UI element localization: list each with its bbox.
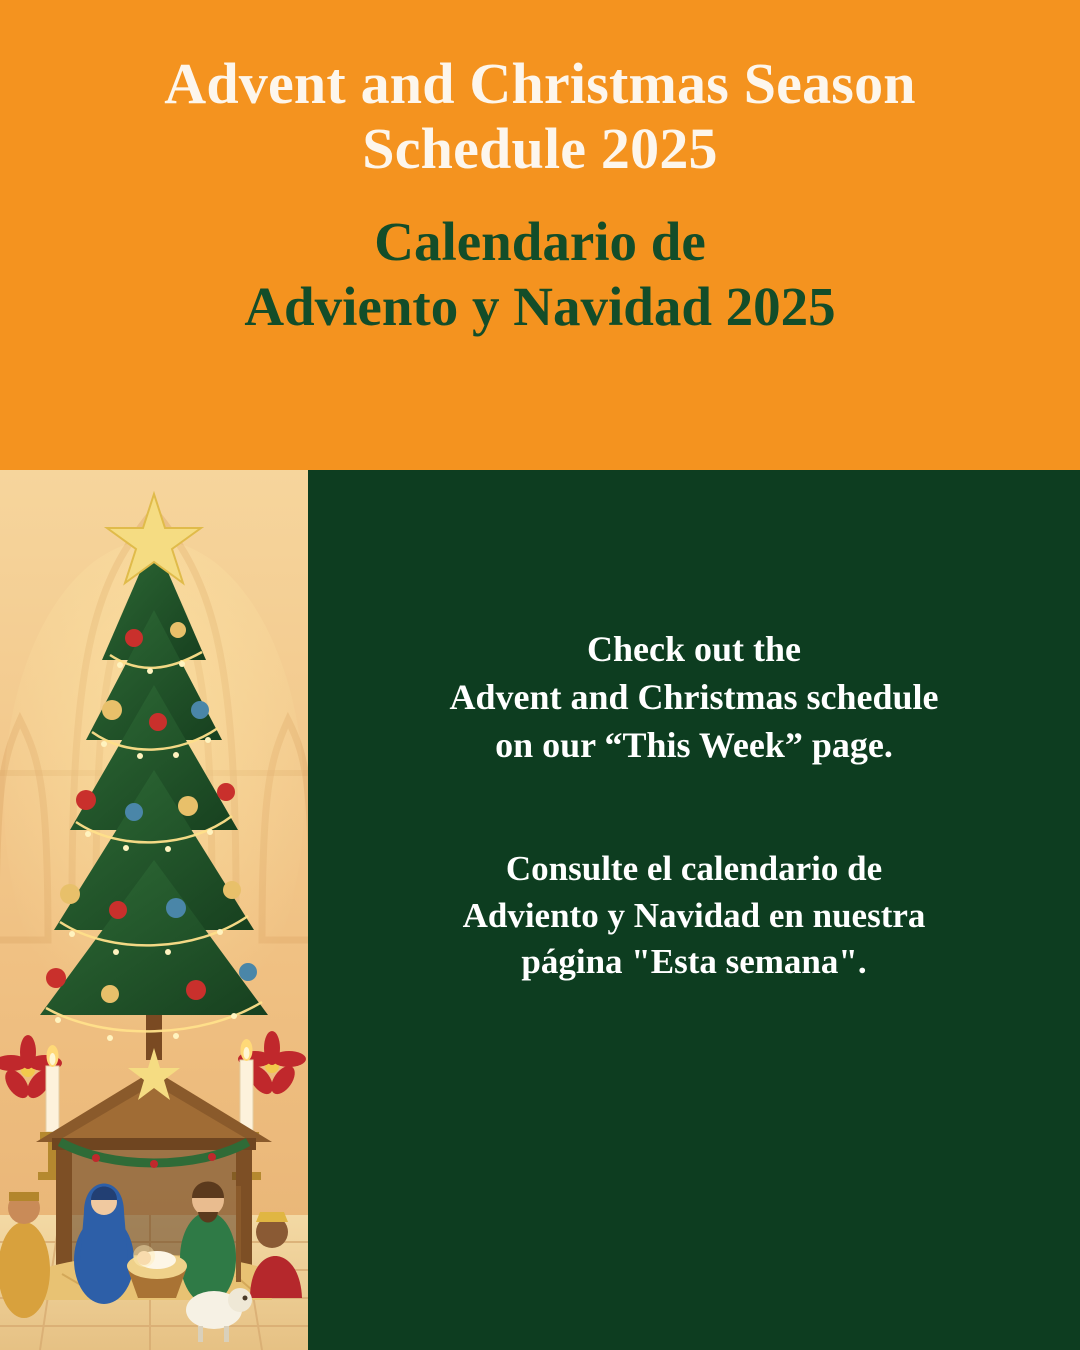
title-spanish-line-1: Calendario de xyxy=(374,210,706,272)
poster-message xyxy=(308,470,1080,1350)
title-spanish xyxy=(40,210,1040,340)
message-spanish-line-2: Adviento y Navidad en nuestra xyxy=(462,895,926,935)
illustration-svg xyxy=(0,470,308,1350)
title-english-line-2: Schedule 2025 xyxy=(362,115,718,181)
message-english-line-3: on our “This Week” page. xyxy=(495,725,893,766)
message-spanish-line-3: página "Esta semana". xyxy=(521,942,867,982)
message-english-line-1: Check out the xyxy=(587,629,801,669)
title-spanish-line-2: Adviento y Navidad 2025 xyxy=(244,275,836,337)
message-english xyxy=(449,625,938,770)
title-english xyxy=(40,52,1040,182)
poster-body xyxy=(0,470,1080,1350)
christmas-tree-and-nativity-illustration xyxy=(0,470,308,1350)
illustration-frame xyxy=(0,470,308,1350)
poster-header xyxy=(0,0,1080,470)
figure-mary xyxy=(74,1170,134,1304)
message-spanish-line-1: Consulte el calendario de xyxy=(505,848,883,888)
title-english-line-1: Advent and Christmas Season xyxy=(164,51,916,116)
message-english-line-2: Advent and Christmas schedule xyxy=(449,677,939,718)
message-spanish xyxy=(463,846,926,987)
